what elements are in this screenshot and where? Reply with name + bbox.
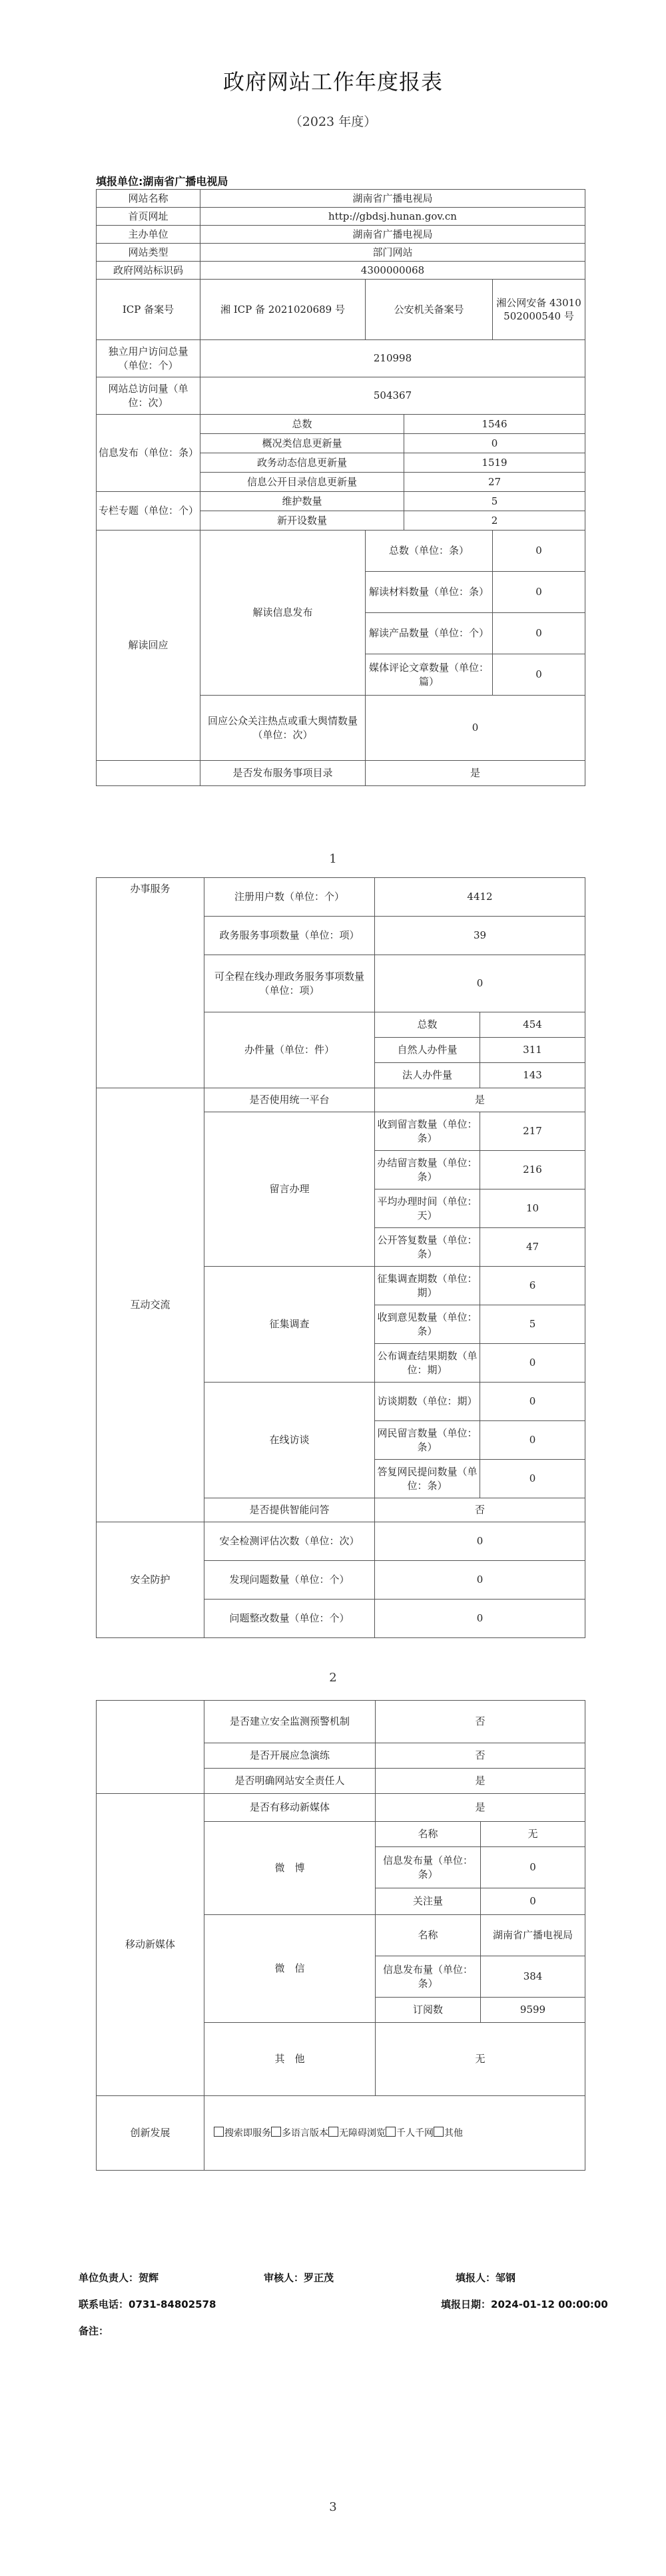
innovate-option	[214, 2128, 271, 2139]
office-legal-label: 法人办件量	[375, 1063, 480, 1088]
innovate-option	[328, 2128, 386, 2139]
office-total-label: 总数	[375, 1012, 480, 1038]
checkbox[interactable]	[434, 2127, 444, 2137]
security-fixed: 0	[375, 1600, 585, 1638]
interpret-response-label: 回应公众关注热点或重大舆情数量（单位：次）	[200, 696, 366, 761]
host-label: 主办单位	[97, 226, 200, 244]
footer-remark: 备注：	[79, 2325, 109, 2337]
msg-label: 留言办理	[204, 1112, 375, 1267]
service-dir-label: 是否发布服务事项目录	[200, 761, 366, 786]
warn-value: 否	[376, 1701, 585, 1743]
uv-value: 210998	[200, 340, 585, 377]
talk-period-label: 访谈期数（单位：期）	[375, 1383, 480, 1421]
police-label: 公安机关备案号	[366, 280, 493, 340]
footer-leader: 单位负责人：贺辉	[79, 2272, 159, 2284]
platform-label: 是否使用统一平台	[204, 1088, 375, 1112]
info-catalog-label: 信息公开目录信息更新量	[200, 473, 404, 492]
office-legal: 143	[480, 1063, 585, 1088]
wechat-post-label: 信息发布量（单位：条）	[376, 1956, 481, 1998]
checkbox[interactable]	[386, 2127, 396, 2137]
innovate-option	[271, 2128, 328, 2139]
option-label: 其他	[444, 2127, 463, 2139]
site-type-value: 部门网站	[200, 244, 585, 262]
security-found-label: 发现问题数量（单位：个）	[204, 1561, 375, 1600]
drill-value: 否	[376, 1743, 585, 1769]
smart-qa-label: 是否提供智能问答	[204, 1498, 375, 1522]
office-label: 办事服务	[97, 878, 204, 1088]
uv-label: 独立用户访问总量（单位：个）	[97, 340, 200, 377]
interpret-material-label: 解读材料数量（单位：条）	[366, 572, 493, 613]
msg-pub: 47	[480, 1228, 585, 1267]
info-dynamic-label: 政务动态信息更新量	[200, 453, 404, 473]
interpret-product-label: 解读产品数量（单位：个）	[366, 613, 493, 654]
site-name-label: 网站名称	[97, 190, 200, 208]
interpret-material: 0	[493, 572, 585, 613]
platform-value: 是	[375, 1088, 585, 1112]
interpret-media: 0	[493, 654, 585, 696]
survey-label: 征集调查	[204, 1267, 375, 1383]
office-natural-label: 自然人办件量	[375, 1038, 480, 1063]
innovate-option	[434, 2128, 463, 2139]
footer-phone: 联系电话：0731-84802578	[79, 2298, 216, 2310]
site-name-value: 湖南省广播电视局	[200, 190, 585, 208]
responsible-label: 是否明确网站安全责任人	[204, 1769, 376, 1794]
smart-qa-value: 否	[375, 1498, 585, 1522]
mobile-has-label: 是否有移动新媒体	[204, 1794, 376, 1822]
office-count-label: 办件量（单位：件）	[204, 1012, 375, 1088]
weibo-follow-label: 关注量	[376, 1888, 481, 1915]
pv-label: 网站总访问量（单位：次）	[97, 377, 200, 415]
office-online-label: 可全程在线办理政务服务事项数量（单位：项）	[204, 955, 375, 1012]
msg-done: 216	[480, 1151, 585, 1189]
info-catalog: 27	[404, 473, 585, 492]
msg-recv-label: 收到留言数量（单位：条）	[375, 1112, 480, 1151]
mobile-label: 移动新媒体	[97, 1794, 204, 2096]
drill-label: 是否开展应急演练	[204, 1743, 376, 1769]
weibo-label: 微 博	[204, 1822, 376, 1915]
wechat-sub: 9599	[481, 1998, 585, 2023]
footer-date: 填报日期：2024-01-12 00:00:00	[441, 2298, 608, 2310]
mobile-has-value: 是	[376, 1794, 585, 1822]
wechat-post: 384	[481, 1956, 585, 1998]
info-dynamic: 1519	[404, 453, 585, 473]
msg-recv: 217	[480, 1112, 585, 1151]
weibo-post-label: 信息发布量（单位：条）	[376, 1847, 481, 1888]
column-new-label: 新开设数量	[200, 511, 404, 531]
service-dir-value: 是	[366, 761, 585, 786]
msg-pub-label: 公开答复数量（单位：条）	[375, 1228, 480, 1267]
site-id-value: 4300000068	[200, 262, 585, 280]
homepage-value: http://gbdsj.hunan.gov.cn	[200, 208, 585, 226]
office-total: 454	[480, 1012, 585, 1038]
office-users: 4412	[375, 878, 585, 917]
info-overview: 0	[404, 434, 585, 453]
wechat-label: 微 信	[204, 1915, 376, 2023]
msg-avg-label: 平均办理时间（单位：天）	[375, 1189, 480, 1228]
icp-label: ICP 备案号	[97, 280, 200, 340]
page-number-1: 1	[329, 852, 337, 866]
police-value: 湘公网安备 43010502000540 号	[493, 280, 585, 340]
host-value: 湖南省广播电视局	[200, 226, 585, 244]
option-label: 搜索即服务	[224, 2127, 271, 2139]
reporting-unit: 填报单位:湖南省广播电视局	[96, 175, 228, 188]
pv-value: 504367	[200, 377, 585, 415]
office-users-label: 注册用户数（单位：个）	[204, 878, 375, 917]
column-maintain: 5	[404, 492, 585, 511]
interact-label: 互动交流	[97, 1088, 204, 1522]
option-label: 多语言版本	[282, 2127, 328, 2139]
talk-answer-label: 答复网民提问数量（单位：条）	[375, 1460, 480, 1498]
office-online: 0	[375, 955, 585, 1012]
homepage-label: 首页网址	[97, 208, 200, 226]
wechat-name: 湖南省广播电视局	[481, 1915, 585, 1956]
talk-period: 0	[480, 1383, 585, 1421]
footer-reviewer: 审核人：罗正茂	[264, 2272, 334, 2284]
interpret-total-label: 总数（单位：条）	[366, 531, 493, 572]
security-fixed-label: 问题整改数量（单位：个）	[204, 1600, 375, 1638]
option-label: 无障碍浏览	[339, 2127, 386, 2139]
weibo-post: 0	[481, 1847, 585, 1888]
page-title: 政府网站工作年度报表	[222, 69, 443, 95]
info-total: 1546	[404, 415, 585, 434]
interpret-total: 0	[493, 531, 585, 572]
office-items: 39	[375, 917, 585, 955]
responsible-value: 是	[376, 1769, 585, 1794]
survey-period-label: 征集调查期数（单位：期）	[375, 1267, 480, 1305]
security-check: 0	[375, 1522, 585, 1561]
column-new: 2	[404, 511, 585, 531]
other-media-value: 无	[376, 2023, 585, 2096]
innovate-label: 创新发展	[97, 2096, 204, 2171]
security-check-label: 安全检测评估次数（单位：次）	[204, 1522, 375, 1561]
checkbox[interactable]	[214, 2127, 224, 2137]
page-number-2: 2	[329, 1671, 337, 1685]
office-natural: 311	[480, 1038, 585, 1063]
column-label: 专栏专题（单位：个）	[97, 492, 200, 531]
info-label: 信息发布（单位：条）	[97, 415, 200, 492]
checkbox[interactable]	[328, 2127, 338, 2137]
weibo-name: 无	[481, 1822, 585, 1847]
report-year: （2023 年度）	[289, 114, 377, 129]
info-overview-label: 概况类信息更新量	[200, 434, 404, 453]
survey-period: 6	[480, 1267, 585, 1305]
innovate-option	[386, 2128, 434, 2139]
footer-filler: 填报人：邹钢	[456, 2272, 516, 2284]
interpret-media-label: 媒体评论文章数量（单位：篇）	[366, 654, 493, 696]
survey-result: 0	[480, 1344, 585, 1383]
talk-answer: 0	[480, 1460, 585, 1498]
weibo-name-label: 名称	[376, 1822, 481, 1847]
interpret-label: 解读回应	[97, 531, 200, 761]
site-type-label: 网站类型	[97, 244, 200, 262]
wechat-name-label: 名称	[376, 1915, 481, 1956]
office-items-label: 政务服务事项数量（单位：项）	[204, 917, 375, 955]
interpret-product: 0	[493, 613, 585, 654]
wechat-sub-label: 订阅数	[376, 1998, 481, 2023]
option-label: 千人千网	[396, 2127, 434, 2139]
security-label: 安全防护	[97, 1522, 204, 1638]
survey-opinion: 5	[480, 1305, 585, 1344]
column-maintain-label: 维护数量	[200, 492, 404, 511]
report-table-2	[96, 877, 585, 1638]
weibo-follow: 0	[481, 1888, 585, 1915]
checkbox[interactable]	[271, 2127, 281, 2137]
info-total-label: 总数	[200, 415, 404, 434]
empty-cell	[97, 1701, 204, 1794]
page-number-3: 3	[329, 2500, 337, 2514]
empty-cell	[97, 761, 200, 786]
report-table-3	[96, 1700, 585, 2171]
report-table-1	[96, 189, 585, 786]
msg-done-label: 办结留言数量（单位：条）	[375, 1151, 480, 1189]
interpret-response: 0	[366, 696, 585, 761]
icp-value: 湘 ICP 备 2021020689 号	[200, 280, 366, 340]
site-id-label: 政府网站标识码	[97, 262, 200, 280]
other-media-label: 其 他	[204, 2023, 376, 2096]
innovate-options	[204, 2096, 585, 2171]
interpret-release-label: 解读信息发布	[200, 531, 366, 696]
warn-label: 是否建立安全监测预警机制	[204, 1701, 376, 1743]
survey-result-label: 公布调查结果期数（单位：期）	[375, 1344, 480, 1383]
talk-msg-label: 网民留言数量（单位：条）	[375, 1421, 480, 1460]
security-found: 0	[375, 1561, 585, 1600]
survey-opinion-label: 收到意见数量（单位：条）	[375, 1305, 480, 1344]
msg-avg: 10	[480, 1189, 585, 1228]
talk-label: 在线访谈	[204, 1383, 375, 1498]
talk-msg: 0	[480, 1421, 585, 1460]
